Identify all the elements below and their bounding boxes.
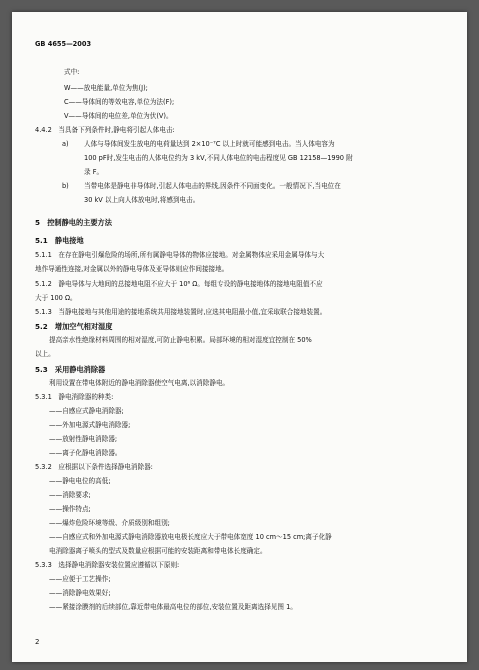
clause-5-3-3-heading: 5.3.3 选择静电消除器安装位置应遵循以下原则: xyxy=(35,561,180,569)
formula-legend-intro: 式中: xyxy=(64,68,80,76)
section-5-2-line: 以上。 xyxy=(35,350,55,358)
clause-4-4-2-b-line: 30 kV 以上向人体放电时,将感到电击。 xyxy=(84,196,200,204)
list-item-continuation: 电消除器离子喷头的型式及数量应根据可能的安装距离和带电体长度确定。 xyxy=(49,547,267,555)
clause-4-4-2-heading: 4.4.2 当具备下列条件时,静电将引起人体电击: xyxy=(35,126,175,134)
formula-legend-item: C——导体间的等效电容,单位为法(F); xyxy=(64,98,175,106)
list-item: ——自感应式静电消除器; xyxy=(49,407,124,415)
clause-4-4-2-b-line: 当带电体是静电非导体时,引起人体电击的界线,因条件不同面变化。一般情况下,当电位在 xyxy=(84,182,341,190)
section-5-1-heading: 5.1 静电接地 xyxy=(35,236,84,245)
page-number: 2 xyxy=(35,638,40,646)
section-5-3-intro: 利用设置在带电体附近的静电消除器使空气电离,以消除静电。 xyxy=(49,379,230,387)
clause-5-3-2-heading: 5.3.2 应根据以下条件选择静电消除器: xyxy=(35,463,153,471)
clause-5-1-1-line: 地作导通性连接,对金属以外的静电导体及亚导体则应作间接接地。 xyxy=(35,265,229,273)
clause-5-1-1-line: 5.1.1 在存在静电引爆危险的场所,所有属静电导体的物体应接地。对金属物体应采用金属导体与大 xyxy=(35,251,325,259)
clause-5-3-1-heading: 5.3.1 静电消除器的种类: xyxy=(35,393,114,401)
clause-4-4-2-a-line: 人体与导体间发生放电的电荷量达到 2×10⁻⁷C 以上时就可能感到电击。当人体电容为 xyxy=(84,140,335,148)
document-page xyxy=(12,12,467,662)
clause-5-1-2-line: 5.1.2 静电导体与大地间的总接地电阻不应大于 10⁶ Ω。每组专设的静电接地体的接地电阻值不应 xyxy=(35,280,323,288)
formula-legend-item: V——导体间的电位差,单位为伏(V)。 xyxy=(64,112,173,120)
list-item: ——外加电源式静电消除器; xyxy=(49,421,131,429)
list-item: ——自感应式和外加电源式静电消除器放电电极长度应大于带电体宽度 10 cm～15 cm;离子化静 xyxy=(49,533,332,541)
list-item: ——离子化静电消除器。 xyxy=(49,449,122,457)
list-item: ——消除要求; xyxy=(49,491,91,499)
list-item: ——应便于工艺操作; xyxy=(49,575,111,583)
clause-5-1-2-line: 大于 100 Ω。 xyxy=(35,294,77,302)
list-item: ——爆炸危险环境等级、介质级别和组别; xyxy=(49,519,170,527)
clause-5-1-3: 5.1.3 当静电接地与其他用途的接地系统共用接地装置时,应选其电阻最小值,宜采取联合接地装置。 xyxy=(35,308,327,316)
section-5-2-heading: 5.2 增加空气相对湿度 xyxy=(35,322,113,331)
list-marker-a: a) xyxy=(62,140,69,148)
section-5-3-heading: 5.3 采用静电消除器 xyxy=(35,365,106,374)
list-marker-b: b) xyxy=(62,182,69,190)
list-item: ——放射性静电消除器; xyxy=(49,435,118,443)
section-5-2-line: 提高亲水性绝缘材料周围的相对湿度,可防止静电积累。局部环境的相对湿度宜控制在 50% xyxy=(49,336,312,344)
clause-4-4-2-a-line: 100 pF时,发生电击的人体电位约为 3 kV,不同人体电位的电击程度见 GB 12158—1990 附 xyxy=(84,154,353,162)
list-item: ——消除静电效果好; xyxy=(49,589,111,597)
list-item: ——紧接涂膜剂的后续部位,靠近带电体最高电位的部位,安装位置及距离选择见图 1。 xyxy=(49,603,297,611)
list-item: ——操作特点; xyxy=(49,505,91,513)
section-5-heading: 5 控制静电的主要方法 xyxy=(35,218,112,227)
standard-code: GB 4655—2003 xyxy=(35,40,92,48)
formula-legend-item: W——放电能量,单位为焦(J); xyxy=(64,84,148,92)
clause-4-4-2-a-line: 录 F。 xyxy=(84,168,104,176)
list-item: ——静电电位的高低; xyxy=(49,477,111,485)
